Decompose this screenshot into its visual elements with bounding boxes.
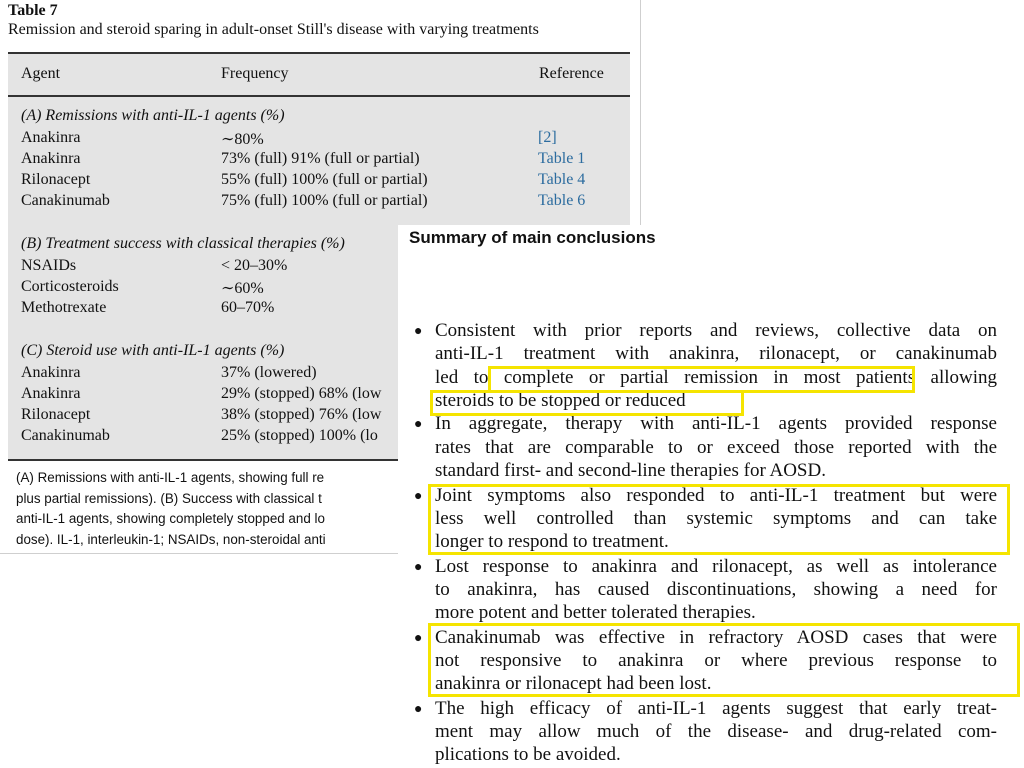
highlight-box xyxy=(428,623,1020,697)
cell-agent: Rilonacept xyxy=(21,171,91,188)
cell-agent: Methotrexate xyxy=(21,299,107,316)
summary-line: anti-IL-1 treatment with anakinra, rilonacept, or canakinumab xyxy=(435,343,997,364)
summary-line: Joint symptoms also responded to anti-IL-1 treatment but were xyxy=(435,485,997,506)
summary-line: ment may allow much of the disease- and drug-related com- xyxy=(435,721,997,742)
reference-link[interactable]: [2] xyxy=(538,129,557,146)
section-title-b: (B) Treatment success with classical therapies (%) xyxy=(21,235,345,252)
footnote-line: anti-IL-1 agents, showing completely stopped and lo xyxy=(16,511,325,526)
summary-line: Lost response to anakinra and rilonacept, as well as intolerance xyxy=(435,556,997,577)
cell-frequency: 25% (stopped) 100% (lo xyxy=(221,427,378,444)
cell-frequency: ∼60% xyxy=(221,280,264,297)
section-title-a: (A) Remissions with anti-IL-1 agents (%) xyxy=(21,107,285,124)
header-frequency: Frequency xyxy=(221,65,289,82)
summary-line: steroids to be stopped or reduced xyxy=(435,390,686,411)
highlight-box xyxy=(428,484,1010,555)
cell-frequency: < 20–30% xyxy=(221,257,288,274)
footnote-line: dose). IL-1, interleukin-1; NSAIDs, non-steroidal anti xyxy=(16,531,326,547)
summary-line: Consistent with prior reports and reviews, collective data on xyxy=(435,320,997,341)
footnote-line: (A) Remissions with anti-IL-1 agents, showing full re xyxy=(16,470,325,485)
bullet-icon: ● xyxy=(414,324,423,339)
summary-panel xyxy=(398,225,1024,768)
bullet-icon: ● xyxy=(414,560,423,575)
cell-frequency: 55% (full) 100% (full or partial) xyxy=(221,171,428,188)
summary-line: anakinra or rilonacept had been lost. xyxy=(435,673,712,694)
reference-link[interactable]: Table 4 xyxy=(538,171,586,188)
cell-agent: Anakinra xyxy=(21,385,81,402)
cell-frequency: 29% (stopped) 68% (low xyxy=(221,385,382,402)
cell-agent: Anakinra xyxy=(21,150,81,167)
summary-line: more potent and better tolerated therapies. xyxy=(435,602,756,623)
table-caption: Remission and steroid sparing in adult-onset Still's disease with varying treatments xyxy=(8,21,539,38)
summary-line: The high efficacy of anti-IL-1 agents suggest that early treat- xyxy=(435,698,997,719)
bullet-icon: ● xyxy=(414,702,423,717)
highlight-box xyxy=(430,390,744,416)
header-agent: Agent xyxy=(21,65,61,82)
cell-frequency: 38% (stopped) 76% (low xyxy=(221,406,382,423)
summary-line: standard first- and second-line therapies for AOSD. xyxy=(435,460,826,481)
cell-agent: NSAIDs xyxy=(21,257,77,274)
cell-agent: Anakinra xyxy=(21,129,81,146)
summary-line: In aggregate, therapy with anti-IL-1 agents provided response xyxy=(435,413,997,434)
cell-agent: Canakinumab xyxy=(21,427,110,444)
summary-line: to anakinra, has caused discontinuations, showing a need for xyxy=(435,579,997,600)
summary-line: plications to be avoided. xyxy=(435,744,621,765)
cell-frequency: ∼80% xyxy=(221,131,264,148)
reference-link[interactable]: Table 1 xyxy=(538,150,586,167)
table-row xyxy=(8,192,630,213)
cell-frequency: 73% (full) 91% (full or partial) xyxy=(221,150,420,167)
footnote-line: plus partial remissions). (B) Success with classical t xyxy=(16,490,322,506)
bullet-icon: ● xyxy=(414,631,423,646)
table-row xyxy=(8,171,630,192)
bullet-icon: ● xyxy=(414,489,423,504)
summary-line: longer to respond to treatment. xyxy=(435,531,669,552)
cell-agent: Rilonacept xyxy=(21,406,91,423)
summary-title: Summary of main conclusions xyxy=(409,228,656,247)
summary-line: not responsive to anakinra or where previous response to xyxy=(435,650,997,671)
header-reference: Reference xyxy=(539,65,604,82)
cell-frequency: 75% (full) 100% (full or partial) xyxy=(221,192,428,209)
cell-agent: Anakinra xyxy=(21,364,81,381)
table-row xyxy=(8,150,630,171)
header-rule xyxy=(8,95,630,97)
reference-link[interactable]: Table 6 xyxy=(538,192,586,209)
bullet-icon: ● xyxy=(414,417,423,432)
cell-agent: Canakinumab xyxy=(21,192,110,209)
summary-line: led to complete or partial remission in most patients allowing xyxy=(435,367,997,388)
summary-line: Canakinumab was effective in refractory AOSD cases that were xyxy=(435,627,997,648)
cell-frequency: 60–70% xyxy=(221,299,275,316)
summary-line: less well controlled than systemic symptoms and can take xyxy=(435,508,997,529)
table-row xyxy=(8,129,630,150)
section-title-c: (C) Steroid use with anti-IL-1 agents (%) xyxy=(21,342,285,359)
cell-agent: Corticosteroids xyxy=(21,278,119,295)
highlight-box xyxy=(488,366,915,393)
summary-line: rates that are comparable to or exceed those reported with the xyxy=(435,437,997,458)
cell-frequency: 37% (lowered) xyxy=(221,364,317,381)
table-label: Table 7 xyxy=(8,2,58,19)
